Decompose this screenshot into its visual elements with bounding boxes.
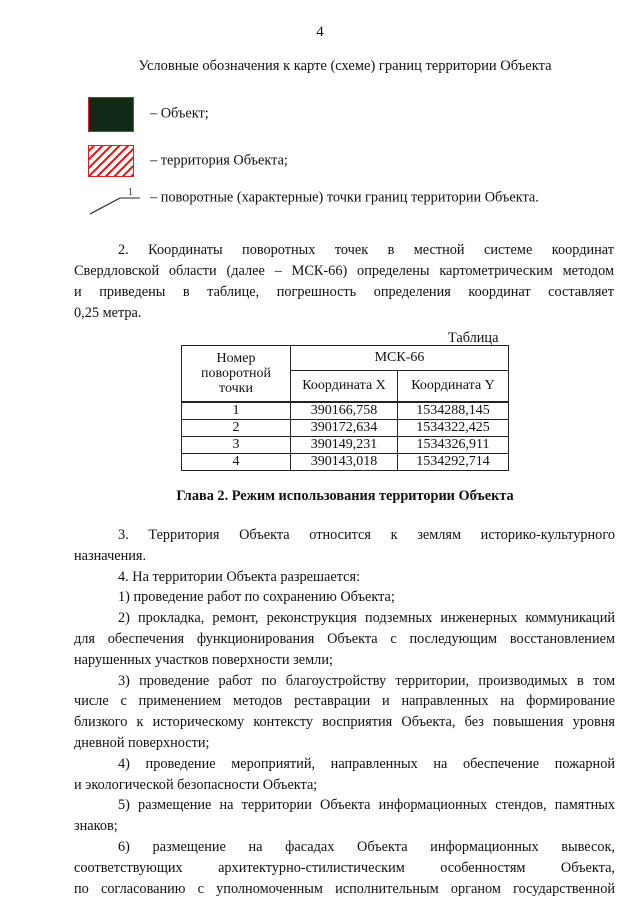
para2-line-3: и приведены в таблице, погрешность определения координат составляет: [74, 284, 614, 300]
item-2-line-3: нарушенных участков поверхности земли;: [74, 651, 333, 668]
table-caption: Таблица: [448, 330, 499, 346]
item-4-line-1: 4) проведение мероприятий, направленных на обеспечение пожарной: [118, 755, 615, 772]
p3-line-2: назначения.: [74, 547, 147, 564]
item-6-line-3: по согласованию с уполномоченным исполнительным органом государственной: [74, 880, 615, 897]
paragraph-2: [74, 240, 614, 324]
page-number: 4: [316, 24, 324, 40]
table-row: [182, 420, 509, 437]
item-3-line-1: 3) проведение работ по благоустройству территории, производимых в том: [118, 672, 615, 689]
legend-item-turning-point: [88, 184, 628, 224]
cell-x: 390143,018: [291, 454, 398, 471]
para2-line-1: 2. Координаты поворотных точек в местной системе координат: [118, 242, 614, 258]
cell-x: 390166,758: [291, 402, 398, 420]
table-row: [182, 437, 509, 454]
cell-x: 390172,634: [291, 420, 398, 437]
chapter-body: [74, 525, 615, 899]
item-4-line-2: и экологической безопасности Объекта;: [74, 776, 318, 793]
cell-y: 1534288,145: [398, 402, 509, 420]
legend-label-turning-point: – поворотные (характерные) точки границ территории Объекта.: [150, 189, 539, 206]
item-6-line-1: 6) размещение на фасадах Объекта информационных вывесок,: [118, 838, 615, 855]
para2-line-4: 0,25 метра.: [74, 305, 142, 321]
legend-item-territory: [88, 145, 628, 185]
cell-y: 1534326,911: [398, 437, 509, 454]
cell-point-number: 3: [182, 437, 291, 454]
territory-hatch-icon: [88, 145, 134, 177]
cell-point-number: 4: [182, 454, 291, 471]
item-5-line-2: знаков;: [74, 818, 118, 835]
legend-item-object: [88, 97, 628, 137]
coordinates-table: [181, 345, 509, 471]
cell-point-number: 1: [182, 402, 291, 420]
item-5-line-1: 5) размещение на территории Объекта информационных стендов, памятных: [118, 797, 615, 814]
legend-heading: Условные обозначения к карте (схеме) границ территории Объекта: [138, 58, 552, 74]
para2-line-2: Свердловской области (далее – МСК-66) определены картометрическим методом: [74, 263, 614, 279]
table-row: [182, 454, 509, 471]
item-2-line-1: 2) прокладка, ремонт, реконструкция подземных инженерных коммуникаций: [118, 610, 615, 627]
item-1: 1) проведение работ по сохранению Объекта;: [118, 589, 395, 606]
cell-x: 390149,231: [291, 437, 398, 454]
cell-y: 1534322,425: [398, 420, 509, 437]
cell-y: 1534292,714: [398, 454, 509, 471]
p4-line: 4. На территории Объекта разрешается:: [118, 568, 361, 585]
col-header-y: Координата Y: [398, 371, 509, 403]
p3-line-1: 3. Территория Объекта относится к землям историко-культурного: [118, 527, 615, 543]
chapter-title: Глава 2. Режим использования территории Объекта: [176, 488, 514, 504]
item-3-line-2: числе с применением методов реставрации и направленных на формирование: [74, 693, 615, 710]
legend-label-territory: – территория Объекта;: [150, 152, 288, 169]
item-2-line-2: для обеспечения функционирования Объекта с последующим восстановлением: [74, 630, 615, 647]
col-header-x: Координата X: [291, 371, 398, 403]
cell-point-number: 2: [182, 420, 291, 437]
table-row: [182, 402, 509, 420]
item-3-line-3: близкого к историческому контексту восприятия Объекта, без повышения уровня: [74, 714, 615, 731]
item-3-line-4: дневной поверхности;: [74, 734, 210, 751]
col-header-msk66: МСК-66: [291, 346, 509, 371]
turning-point-marker-label: 1: [128, 187, 133, 198]
col-header-point-number: Номер поворотной точки: [182, 346, 291, 403]
legend-label-object: – Объект;: [150, 105, 209, 122]
item-6-line-2: соответствующих архитектурно-стилистическим особенностям Объекта,: [74, 859, 615, 876]
turning-point-marker-icon: [88, 184, 144, 218]
object-swatch-icon: [88, 97, 134, 132]
